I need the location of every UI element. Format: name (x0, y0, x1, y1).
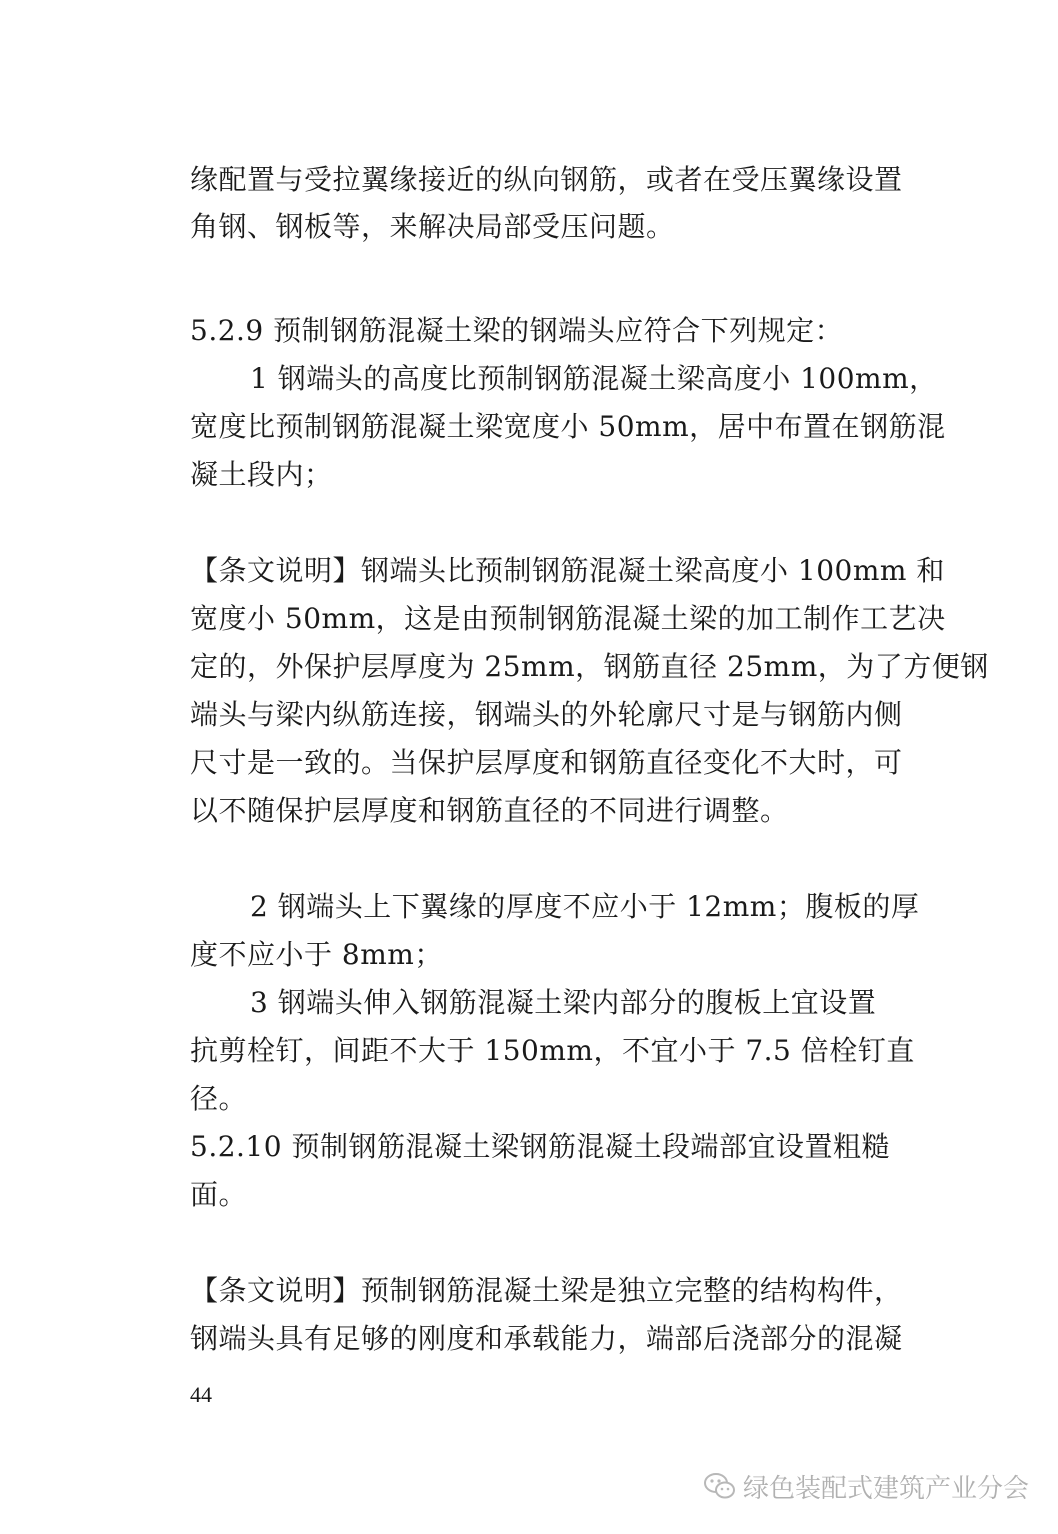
clause-heading-5-2-9: 5.2.9 预制钢筋混凝土梁的钢端头应符合下列规定： (190, 314, 844, 347)
body-line: 角钢、钢板等，来解决局部受压问题。 (190, 210, 675, 243)
body-line: 径。 (190, 1082, 248, 1115)
list-item-2: 2 钢端头上下翼缘的厚度不应小于 12mm；腹板的厚 (250, 890, 920, 923)
commentary-heading: 【条文说明】钢端头比预制钢筋混凝土梁高度小 100mm 和 (190, 554, 945, 587)
body-line: 抗剪栓钉，间距不大于 150mm，不宜小于 7.5 倍栓钉直 (190, 1034, 915, 1067)
commentary-heading: 【条文说明】预制钢筋混凝土梁是独立完整的结构构件， (190, 1274, 903, 1307)
body-line: 钢端头具有足够的刚度和承载能力，端部后浇部分的混凝 (190, 1322, 903, 1355)
body-line: 尺寸是一致的。当保护层厚度和钢筋直径变化不大时，可 (190, 746, 903, 779)
clause-heading-5-2-10: 5.2.10 预制钢筋混凝土梁钢筋混凝土段端部宜设置粗糙 (190, 1130, 890, 1163)
watermark (703, 1466, 1029, 1506)
watermark-text: 绿色装配式建筑产业分会 (743, 1473, 1030, 1504)
body-line: 以不随保护层厚度和钢筋直径的不同进行调整。 (190, 794, 789, 827)
wechat-icon (703, 1471, 737, 1501)
body-line: 宽度比预制钢筋混凝土梁宽度小 50mm，居中布置在钢筋混 (190, 410, 946, 443)
body-line: 凝土段内； (190, 458, 333, 491)
body-line: 缘配置与受拉翼缘接近的纵向钢筋，或者在受压翼缘设置 (190, 163, 903, 196)
body-line: 度不应小于 8mm； (190, 938, 443, 971)
body-line: 面。 (190, 1178, 248, 1211)
list-item-3: 3 钢端头伸入钢筋混凝土梁内部分的腹板上宜设置 (250, 986, 877, 1019)
body-line: 端头与梁内纵筋连接，钢端头的外轮廓尺寸是与钢筋内侧 (190, 698, 903, 731)
list-item-1: 1 钢端头的高度比预制钢筋混凝土梁高度小 100mm， (250, 362, 938, 395)
body-line: 定的，外保护层厚度为 25mm，钢筋直径 25mm，为了方便钢 (190, 650, 989, 683)
body-line: 宽度小 50mm，这是由预制钢筋混凝土梁的加工制作工艺决 (190, 602, 946, 635)
page-number: 44 (190, 1382, 212, 1407)
